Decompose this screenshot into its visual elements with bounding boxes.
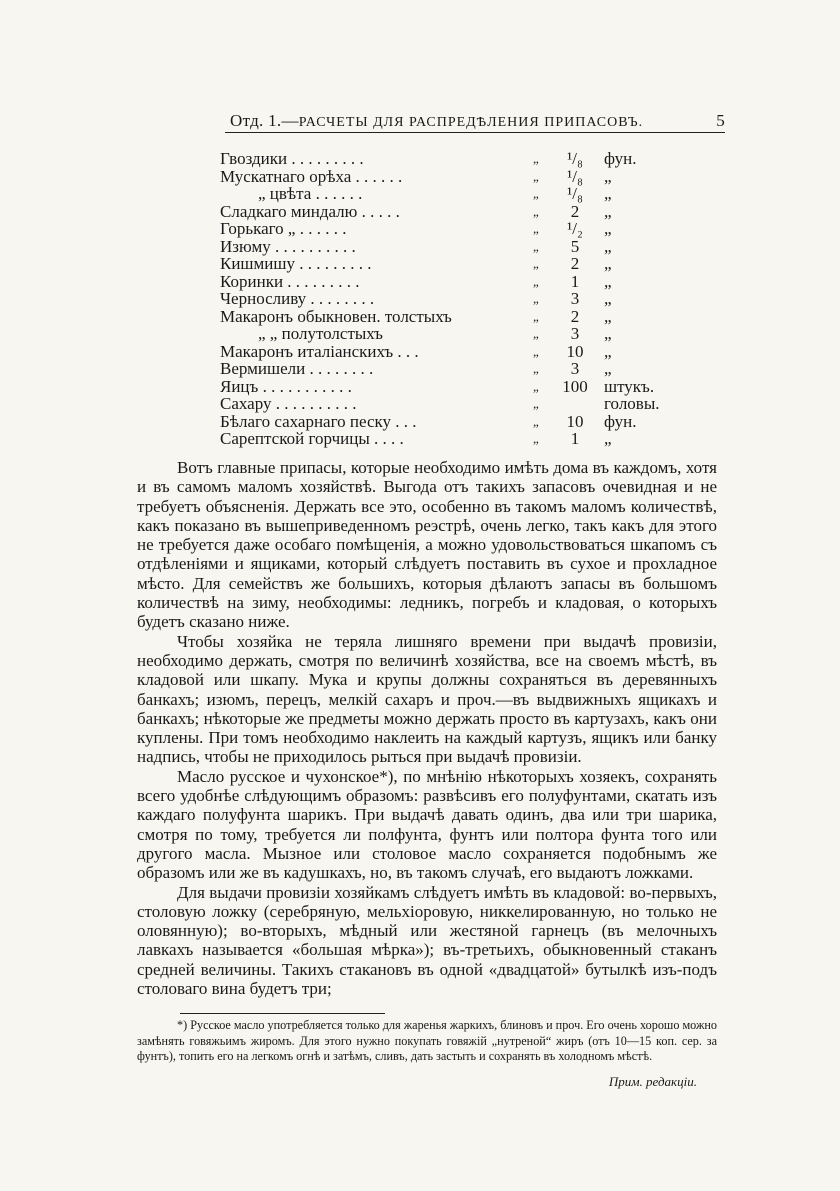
list-item [220, 413, 650, 431]
ditto-mark: „ [533, 431, 539, 446]
list-item-quantity: 2 [570, 306, 580, 326]
paragraph: Масло русское и чухонское*), по мнѣнію нѣкоторыхъ хозяекъ, сохранять всего удобнѣе слѣдующимъ образомъ: развѣсивъ его полуфунтами, скатать изъ каждаго полуфунта шарикъ. При выдачѣ давать одинъ, два или три шарика, смотря по тому, требуется ли полфунта, фунтъ или полтора фунта того или другого масла. Мызное или столовое масло сохраняется подобнымъ же образомъ или же въ кадушкахъ, но, въ такомъ случаѣ, его выдаютъ ложками. [137, 766, 717, 883]
list-item [220, 273, 650, 291]
ditto-mark: „ [533, 256, 539, 271]
ditto-mark: „ [533, 291, 539, 306]
ditto-mark: „ [533, 378, 539, 394]
paragraph: Чтобы хозяйка не теряла лишняго времени при выдачѣ провизіи, необходимо держать, смотря по величинѣ хозяйства, все на своемъ мѣстѣ, въ кладовой или шкапу. Мука и крупы должны сохраняться въ деревянныхъ банкахъ; изюмъ, перецъ, мелкій сахаръ и проч.—въ выдвижныхъ ящикахъ и банкахъ; нѣкоторые же предметы можно держать просто въ картузахъ, какъ они куплены. При томъ необходимо наклеить на каждый картузъ, ящикъ или банку надпись, чтобы не приходилось рыться при выдачѣ провизіи. [137, 631, 717, 767]
footnote [137, 1018, 717, 1065]
list-item-unit: фун. [604, 411, 637, 431]
footnote-text: *) Русское масло употребляется только для жаренья жаркихъ, блиновъ и проч. Его очень хорошо можно замѣнять говяжьимъ жиромъ. Для этого нужно покупать говяжій „нутреной“ жиръ (отъ 10—15 коп. сер. за фунтъ), топить его на легкомъ огнѣ и затѣмъ, сливъ, дать застыть и сохранять въ холодномъ мѣстѣ. [137, 1018, 717, 1064]
list-item-quantity: 3 [570, 359, 580, 378]
list-item [220, 376, 655, 396]
header-section-title: РАСЧЕТЫ ДЛЯ РАСПРЕДѢЛЕНИЯ ПРИПАСОВЪ. [298, 115, 644, 130]
list-item-name: Сахару . . . . . . . . . . [220, 394, 357, 413]
list-item-name: Макаронъ обыкновен. толстыхъ [220, 306, 452, 326]
ditto-mark: „ [533, 221, 539, 236]
list-item [220, 360, 650, 378]
list-item-unit: „ [604, 289, 612, 308]
ditto-mark: „ [533, 168, 539, 184]
list-item-name: Макаронъ италіанскихъ . . . [220, 341, 419, 361]
ditto-mark: „ [533, 186, 539, 201]
list-item [220, 325, 650, 343]
list-item-name: „ „ полутолстыхъ [258, 324, 383, 343]
list-item [220, 290, 650, 308]
list-item [220, 394, 660, 413]
list-item-unit: „ [604, 429, 612, 448]
list-item-name: Кишмишу . . . . . . . . . [220, 254, 372, 273]
list-item-unit: „ [604, 341, 612, 361]
list-item-quantity: ¹/₂ [567, 219, 583, 238]
list-item-quantity: 2 [570, 254, 580, 273]
list-item-name: Гвоздики . . . . . . . . . [220, 149, 364, 168]
footnote-signature: Прим. редакціи. [608, 1074, 697, 1089]
list-item-name: Бѣлаго сахарнаго песку . . . [220, 411, 417, 431]
list-item [220, 430, 650, 448]
list-item-name: Вермишели . . . . . . . . [220, 359, 374, 378]
list-item-quantity: ¹/₈ [567, 184, 583, 203]
list-item-unit: „ [604, 359, 612, 378]
ditto-mark: „ [533, 361, 539, 376]
page-number: 5 [716, 111, 725, 130]
ditto-mark: „ [533, 396, 539, 411]
list-item-quantity: 5 [570, 236, 580, 256]
list-item [220, 255, 650, 273]
list-item-unit: „ [604, 219, 612, 238]
list-item-name: „ цвѣта . . . . . . [258, 184, 363, 203]
list-item-quantity: 1 [570, 429, 580, 448]
list-item-unit: „ [604, 184, 612, 203]
ditto-mark: „ [533, 273, 539, 289]
list-item [220, 203, 650, 221]
ditto-mark: „ [533, 326, 539, 341]
body-text [137, 458, 717, 998]
list-item-unit: „ [604, 306, 612, 326]
list-item [220, 220, 650, 238]
list-item [220, 238, 650, 256]
list-item-quantity: 10 [566, 411, 584, 431]
ditto-mark: „ [533, 151, 539, 166]
list-item-name: Горькаго „ . . . . . . [220, 219, 347, 238]
list-item-quantity: 10 [566, 341, 584, 361]
list-item-unit: „ [604, 236, 612, 256]
list-item [220, 343, 650, 361]
list-item-quantity: 100 [562, 376, 588, 396]
ditto-mark: „ [533, 343, 539, 359]
list-item-quantity: 3 [570, 324, 580, 343]
list-item-name: Сарептской горчицы . . . . [220, 429, 404, 448]
ditto-mark: „ [533, 413, 539, 429]
list-item [220, 168, 650, 186]
list-item-name: Черносливу . . . . . . . . [220, 289, 375, 308]
provisions-list [220, 149, 660, 448]
list-item-unit: „ [604, 201, 612, 221]
list-item [220, 308, 650, 326]
list-item-unit: „ [604, 271, 612, 291]
list-item-quantity: 3 [570, 289, 580, 308]
list-item-unit: „ [604, 324, 612, 343]
list-item-unit: фун. [604, 149, 637, 168]
list-item-name: Яицъ . . . . . . . . . . . [220, 376, 352, 396]
list-item-name: Мускатнаго орѣха . . . . . . [220, 166, 403, 186]
list-item-quantity: ¹/₈ [567, 149, 583, 168]
list-item-quantity: 2 [570, 201, 580, 221]
ditto-mark: „ [533, 308, 539, 324]
header-title [230, 111, 643, 131]
list-item-unit: штукъ. [604, 376, 655, 396]
list-item-name: Изюму . . . . . . . . . . [220, 236, 356, 256]
list-item [220, 185, 650, 203]
header-rule [225, 132, 725, 133]
list-item [220, 150, 650, 168]
footnote-rule [180, 1013, 385, 1014]
list-item-unit: „ [604, 166, 612, 186]
ditto-mark: „ [533, 238, 539, 254]
header-section: Отд. 1.— [230, 111, 299, 130]
list-item-quantity: 1 [570, 271, 580, 291]
list-item-unit: головы. [604, 394, 660, 413]
list-item-name: Сладкаго миндалю . . . . . [220, 201, 400, 221]
ditto-mark: „ [533, 203, 539, 219]
list-item-unit: „ [604, 254, 612, 273]
paragraph: Для выдачи провизіи хозяйкамъ слѣдуетъ имѣть въ кладовой: во-первыхъ, столовую ложку (серебряную, мельхіоровую, никкелированную, но только не оловянную); во-вторыхъ, мѣдный или жестяной гарнецъ (въ мелочныхъ лавкахъ называется «большая мѣрка»); въ-третьихъ, обыкновенный стаканъ средней величины. Такихъ стакановъ въ одной «двадцатой» бутылкѣ изъ-подъ столоваго вина будетъ три; [137, 882, 717, 999]
list-item-name: Коринки . . . . . . . . . [220, 271, 360, 291]
paragraph: Вотъ главные припасы, которые необходимо имѣть дома въ каждомъ, хотя и въ самомъ маломъ хозяйствѣ. Выгода отъ такихъ запасовъ очевидная и не требуетъ объясненія. Держать все это, особенно въ такомъ маломъ количествѣ, какъ показано въ вышеприведенномъ реэстрѣ, очень легко, такъ какъ для этого не требуется даже особаго помѣщенія, а можно удовольствоваться шкапомъ съ отдѣленіями и ящиками, который слѣдуетъ поставить въ сухое и прохладное мѣсто. Для семействъ же большихъ, которыя дѣлаютъ запасы въ большомъ количествѣ на зиму, необходимы: ледникъ, погребъ и кладовая, о которыхъ будетъ сказано ниже. [137, 458, 717, 632]
list-item-quantity: ¹/₈ [567, 166, 583, 186]
